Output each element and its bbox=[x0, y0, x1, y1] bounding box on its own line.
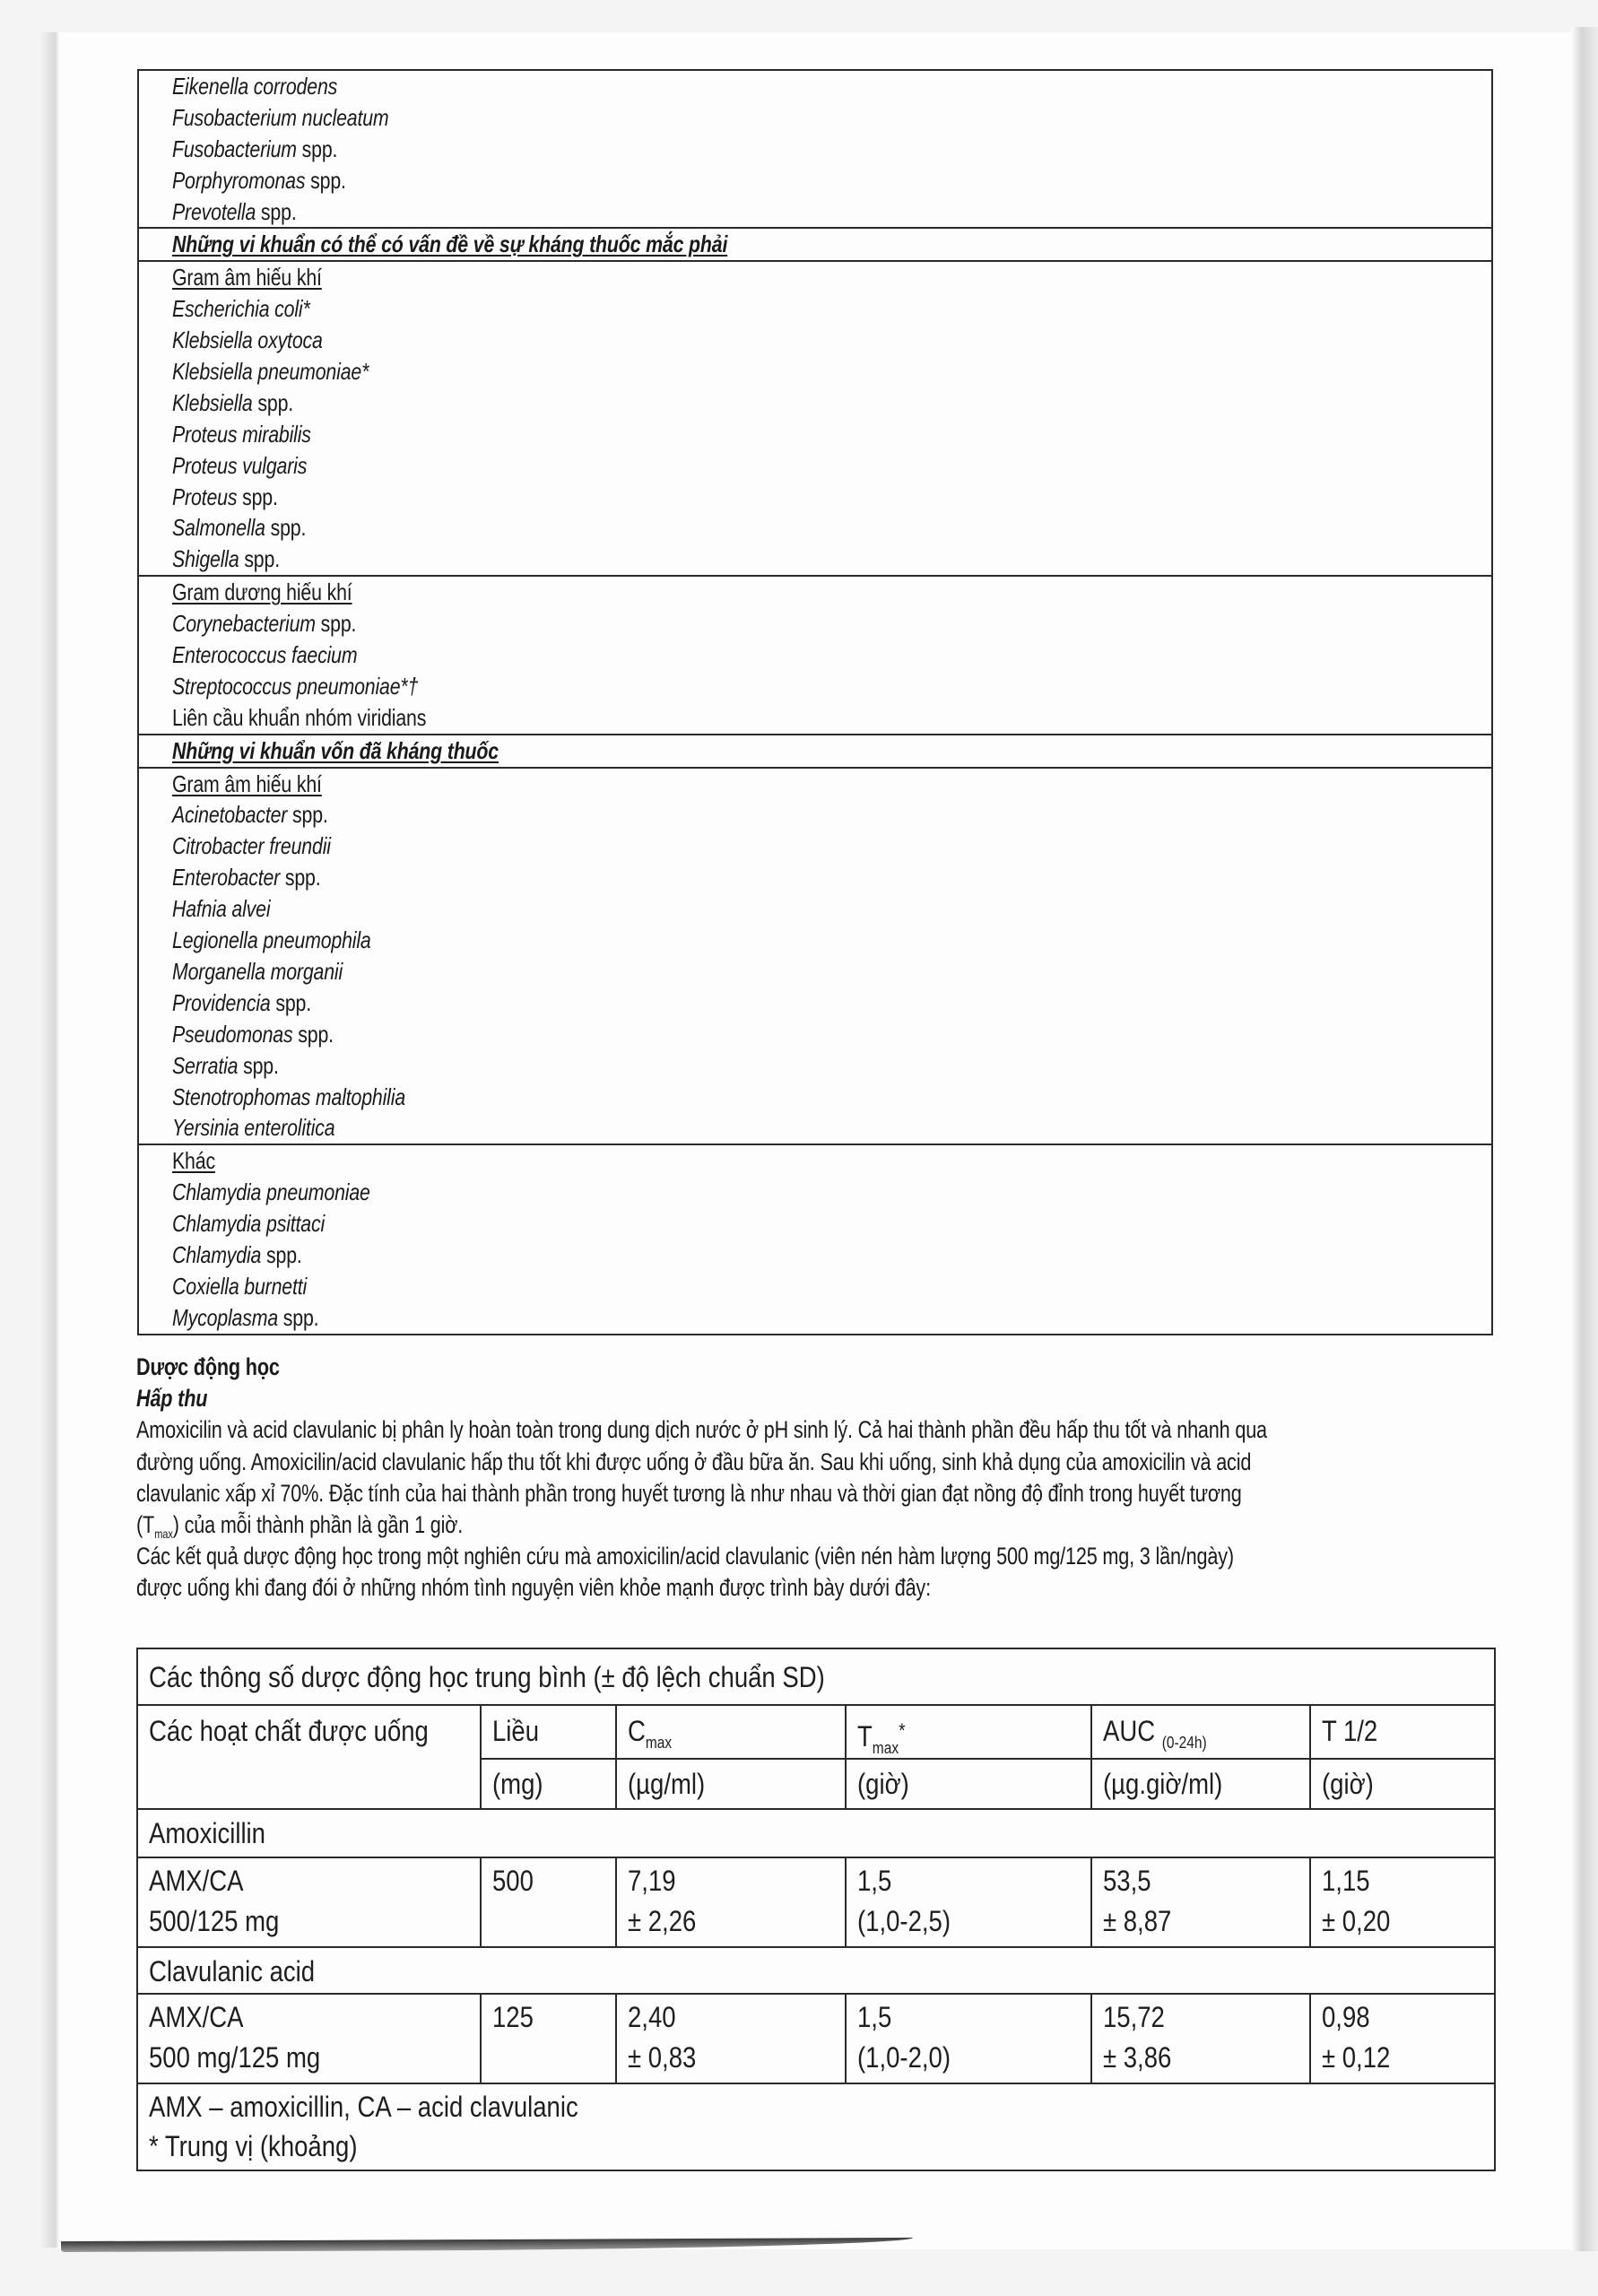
subheading-text: Gram dương hiếu khí bbox=[172, 578, 352, 606]
organism-italic: Coxiella burnetti bbox=[172, 1272, 308, 1300]
organism-name bbox=[172, 799, 1254, 831]
organism-italic: Prevotella bbox=[172, 197, 256, 225]
organism-italic: Chlamydia psittaci bbox=[172, 1210, 326, 1238]
paragraph-line: đường uống. Amoxicilin/acid clavulanic hấp thu tốt khi được uống ở đầu bữa ăn. Sau khi uống, sinh khả dụng của amoxicilin và acid bbox=[136, 1448, 1252, 1475]
cell-text: ± 0,83 bbox=[628, 2041, 697, 2074]
cell-text: 0,98 bbox=[1322, 2001, 1370, 2033]
cell-t12 bbox=[1311, 1861, 1402, 1942]
organism-name bbox=[172, 1239, 1254, 1271]
unit-cmax bbox=[617, 1761, 717, 1807]
cell-drug bbox=[138, 1861, 300, 1942]
cell-text: 2,40 bbox=[628, 2001, 676, 2033]
cell-text: 1,15 bbox=[1322, 1865, 1370, 1897]
cell-text: 15,72 bbox=[1103, 2001, 1165, 2033]
organism-italic: Providencia bbox=[172, 988, 271, 1016]
cell-text: 7,19 bbox=[628, 1865, 676, 1897]
paragraph-line: clavulanic xấp xỉ 70%. Đặc tính của hai thành phần trong huyết tương là như nhau và thời gian đạt nồng độ đỉnh trong huyết tương bbox=[136, 1479, 1242, 1507]
pharmacokinetics-section bbox=[136, 1352, 1499, 1605]
organism-name bbox=[172, 608, 1254, 639]
paragraph-line: Các kết quả dược động học trong một nghiên cứu mà amoxicilin/acid clavulanic (viên nén hàm lượng 500 mg/125 mg, 3 lần/ngày) bbox=[136, 1543, 1234, 1570]
organism-name bbox=[172, 639, 1254, 671]
organism-suffix: spp. bbox=[238, 1051, 279, 1079]
organism-name bbox=[172, 165, 1254, 196]
group-label bbox=[138, 1811, 284, 1856]
cell-cmax bbox=[617, 1861, 708, 1942]
subheading-text: Gram âm hiếu khí bbox=[172, 264, 322, 291]
table-title-text: Các thông số dược động học trung bình (± độ lệch chuẩn SD) bbox=[149, 1661, 825, 1693]
section-title: Dược động học bbox=[136, 1353, 280, 1380]
organism-name bbox=[172, 544, 1254, 575]
organism-italic: Enterococcus faecium bbox=[172, 641, 358, 669]
header-dose bbox=[482, 1709, 547, 1753]
organism-italic: Chlamydia pneumoniae bbox=[172, 1178, 370, 1206]
organism-group bbox=[139, 1144, 1491, 1333]
organism-name bbox=[172, 1271, 1254, 1302]
unit-text: (giờ) bbox=[857, 1768, 909, 1800]
group-subheading bbox=[172, 1145, 1254, 1177]
header-text: Liều bbox=[492, 1715, 540, 1747]
group-label-text: Clavulanic acid bbox=[149, 1955, 316, 1987]
organism-name bbox=[172, 102, 1254, 134]
organism-group bbox=[139, 71, 1491, 227]
organism-italic: Streptococcus pneumoniae*† bbox=[172, 672, 419, 700]
organism-italic: Pseudomonas bbox=[172, 1020, 293, 1048]
organism-italic: Hafnia alvei bbox=[172, 895, 271, 923]
text-fragment: ) của mỗi thành phần là gần 1 giờ. bbox=[172, 1510, 464, 1538]
table-footnotes bbox=[138, 2087, 648, 2166]
organism-name bbox=[172, 893, 1254, 925]
organism-name bbox=[172, 387, 1254, 419]
organism-name bbox=[172, 1019, 1254, 1050]
header-text: C bbox=[628, 1715, 646, 1747]
header-drug bbox=[138, 1709, 474, 1753]
organism-italic: Klebsiella bbox=[172, 388, 253, 416]
table-rule bbox=[138, 1857, 1494, 1858]
subheading-text: Khác bbox=[172, 1147, 215, 1175]
organism-name bbox=[172, 1177, 1254, 1208]
cell-text: AMX/CA bbox=[149, 2001, 244, 2033]
cell-dose bbox=[482, 1997, 540, 2038]
paragraph-line bbox=[136, 1509, 1227, 1541]
unit-tmax bbox=[847, 1761, 917, 1807]
organism-italic: Klebsiella oxytoca bbox=[172, 326, 323, 354]
group-subheading bbox=[172, 262, 1254, 293]
cell-text: 53,5 bbox=[1103, 1865, 1151, 1897]
organism-name bbox=[172, 831, 1254, 862]
organism-italic: Acinetobacter bbox=[172, 801, 288, 829]
organism-suffix: spp. bbox=[305, 166, 346, 194]
organism-name bbox=[172, 1112, 1254, 1144]
organism-italic: Corynebacterium bbox=[172, 610, 316, 638]
cell-text: 500/125 mg bbox=[149, 1905, 280, 1937]
header-text: AUC bbox=[1103, 1715, 1162, 1747]
organism-italic: Enterobacter bbox=[172, 864, 281, 891]
paper-shadow-right bbox=[1571, 27, 1598, 2251]
organism-name bbox=[172, 196, 1254, 228]
header-text: Các hoạt chất được uống bbox=[149, 1715, 429, 1747]
organism-italic: Shigella bbox=[172, 545, 239, 573]
organism-suffix: spp. bbox=[237, 483, 278, 510]
organism-italic: Legionella pneumophila bbox=[172, 926, 371, 954]
section-subtitle: Hấp thu bbox=[136, 1385, 208, 1413]
organism-name bbox=[172, 862, 1254, 893]
unit-text: (µg/ml) bbox=[628, 1768, 706, 1800]
cell-text: AMX/CA bbox=[149, 1865, 244, 1897]
subscript: max bbox=[645, 1734, 673, 1752]
cell-drug bbox=[138, 1997, 348, 2078]
organism-name bbox=[172, 1050, 1254, 1082]
resistance-category-header bbox=[139, 734, 1491, 767]
table-title bbox=[138, 1657, 934, 1698]
cell-text: ± 3,86 bbox=[1103, 2041, 1172, 2074]
superscript: * bbox=[899, 1719, 906, 1742]
organism-suffix: spp. bbox=[315, 610, 357, 638]
cell-auc bbox=[1092, 1861, 1183, 1942]
organism-suffix: spp. bbox=[270, 988, 312, 1016]
organism-suffix: spp. bbox=[256, 197, 297, 225]
organism-italic: Yersinia enterolitica bbox=[172, 1114, 335, 1142]
organism-italic: Chlamydia bbox=[172, 1240, 262, 1268]
footnote: AMX – amoxicillin, CA – acid clavulanic bbox=[149, 2091, 578, 2123]
unit-auc bbox=[1092, 1761, 1242, 1807]
organism-name bbox=[172, 1208, 1254, 1239]
organism-suffix: spp. bbox=[265, 514, 307, 542]
organism-italic: Porphyromonas bbox=[172, 166, 306, 194]
header-text: T 1/2 bbox=[1322, 1715, 1378, 1747]
group-subheading bbox=[172, 577, 1254, 608]
cell-text: 500 bbox=[492, 1865, 534, 1897]
paragraph-line: Amoxicilin và acid clavulanic bị phân ly hoàn toàn trong dung dịch nước ở pH sinh lý. Cả hai thành phần đều hấp thu tốt và nhanh qua bbox=[136, 1416, 1267, 1444]
cell-text: (1,0-2,5) bbox=[857, 1905, 951, 1937]
header-t12 bbox=[1311, 1709, 1386, 1753]
organism-suffix: spp. bbox=[296, 135, 338, 162]
organism-suffix: spp. bbox=[280, 864, 321, 891]
cell-cmax bbox=[617, 1997, 708, 2078]
unit-t12 bbox=[1311, 1761, 1382, 1807]
table-rule bbox=[138, 1946, 1494, 1948]
category-heading: Những vi khuẩn có thể có vấn đề về sự kháng thuốc mắc phải bbox=[172, 230, 728, 258]
organism-name bbox=[172, 134, 1254, 165]
organism-suffix: spp. bbox=[287, 801, 328, 829]
paragraph-line: được uống khi đang đói ở những nhóm tình nguyện viên khỏe mạnh được trình bày dưới đây: bbox=[136, 1574, 931, 1602]
text-fragment: (T bbox=[136, 1510, 155, 1538]
organism-name bbox=[172, 293, 1254, 325]
organism-italic: Eikenella corrodens bbox=[172, 73, 338, 100]
organism-name bbox=[172, 925, 1254, 956]
organism-name bbox=[172, 1082, 1254, 1113]
organism-italic: Salmonella bbox=[172, 514, 265, 542]
organism-name bbox=[172, 956, 1254, 987]
organism-italic: Klebsiella pneumoniae* bbox=[172, 358, 369, 386]
cell-text: ± 8,87 bbox=[1103, 1905, 1172, 1937]
group-subheading bbox=[172, 769, 1254, 800]
organism-suffix: Liên cầu khuẩn nhóm viridians bbox=[172, 703, 427, 731]
organism-suffix: spp. bbox=[278, 1303, 319, 1331]
unit-text: (mg) bbox=[492, 1768, 543, 1800]
organism-italic: Proteus mirabilis bbox=[172, 420, 311, 448]
organism-name bbox=[172, 482, 1254, 513]
cell-dose bbox=[482, 1861, 540, 1901]
organism-suffix: spp. bbox=[239, 545, 280, 573]
cell-text: 1,5 bbox=[857, 2001, 892, 2033]
bacteria-susceptibility-table bbox=[137, 69, 1493, 1335]
organism-group bbox=[139, 767, 1491, 1144]
subscript: max bbox=[872, 1739, 899, 1757]
cell-text: ± 0,20 bbox=[1322, 1905, 1391, 1937]
cell-text: (1,0-2,0) bbox=[857, 2041, 951, 2074]
organism-italic: Stenotrophomas maltophilia bbox=[172, 1083, 406, 1110]
organism-name bbox=[172, 671, 1254, 702]
group-label-text: Amoxicillin bbox=[149, 1817, 265, 1849]
organism-name bbox=[172, 702, 1254, 734]
cell-tmax bbox=[847, 1997, 966, 2078]
organism-suffix: spp. bbox=[252, 388, 294, 416]
cell-t12 bbox=[1311, 1997, 1402, 2078]
organism-group bbox=[139, 260, 1491, 575]
organism-name bbox=[172, 419, 1254, 450]
unit-dose bbox=[482, 1761, 551, 1807]
organism-name bbox=[172, 512, 1254, 544]
cell-text: 1,5 bbox=[857, 1865, 892, 1897]
organism-italic: Mycoplasma bbox=[172, 1303, 279, 1331]
organism-name bbox=[172, 71, 1254, 102]
paper-shadow-left bbox=[39, 32, 59, 2248]
category-heading: Những vi khuẩn vốn đã kháng thuốc bbox=[172, 736, 499, 764]
cell-tmax bbox=[847, 1861, 966, 1942]
cell-text: ± 0,12 bbox=[1322, 2041, 1391, 2074]
organism-name bbox=[172, 450, 1254, 482]
organism-italic: Proteus bbox=[172, 483, 238, 510]
unit-text: (giờ) bbox=[1322, 1768, 1374, 1800]
organism-suffix: spp. bbox=[261, 1240, 302, 1268]
subheading-text: Gram âm hiếu khí bbox=[172, 770, 322, 797]
table-rule bbox=[138, 1704, 1494, 1706]
organism-italic: Fusobacterium bbox=[172, 135, 297, 162]
subscript: max bbox=[154, 1526, 173, 1541]
table-rule bbox=[138, 2083, 1494, 2084]
organism-name bbox=[172, 325, 1254, 356]
table-rule bbox=[138, 1808, 1494, 1810]
cell-text: 125 bbox=[492, 2001, 534, 2033]
group-label bbox=[138, 1949, 342, 1994]
unit-text: (µg.giờ/ml) bbox=[1103, 1768, 1223, 1800]
cell-auc bbox=[1092, 1997, 1183, 2078]
footnote: * Trung vị (khoảng) bbox=[149, 2130, 358, 2162]
organism-italic: Escherichia coli* bbox=[172, 295, 310, 323]
organism-italic: Morganella morganii bbox=[172, 957, 343, 985]
pk-parameters-table bbox=[136, 1648, 1496, 2171]
header-auc bbox=[1092, 1709, 1223, 1765]
organism-suffix: spp. bbox=[292, 1020, 334, 1048]
organism-name bbox=[172, 356, 1254, 387]
organism-italic: Citrobacter freundii bbox=[172, 832, 331, 860]
header-cmax bbox=[617, 1709, 679, 1765]
subscript: (0-24h) bbox=[1161, 1734, 1207, 1752]
organism-group bbox=[139, 575, 1491, 733]
header-text: T bbox=[857, 1720, 873, 1752]
cell-text: 500 mg/125 mg bbox=[149, 2041, 321, 2074]
organism-name bbox=[172, 987, 1254, 1019]
organism-italic: Serratia bbox=[172, 1051, 239, 1079]
resistance-category-header bbox=[139, 227, 1491, 260]
cell-text: ± 2,26 bbox=[628, 1905, 697, 1937]
organism-italic: Fusobacterium nucleatum bbox=[172, 103, 389, 131]
organism-italic: Proteus vulgaris bbox=[172, 451, 308, 479]
organism-name bbox=[172, 1302, 1254, 1334]
